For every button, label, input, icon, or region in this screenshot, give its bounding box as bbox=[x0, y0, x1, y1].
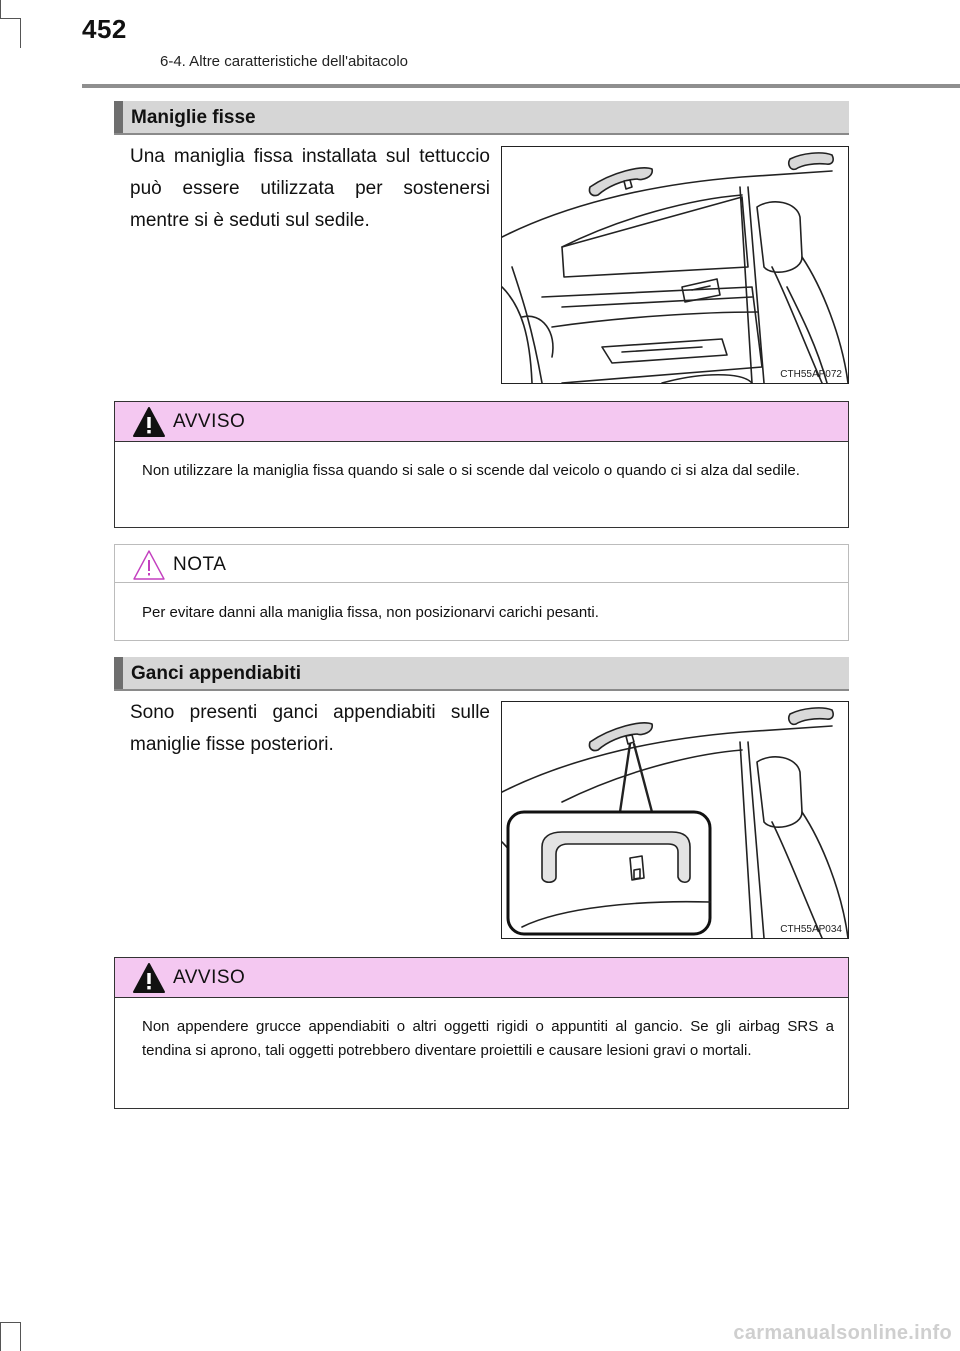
warning-box-1 bbox=[114, 401, 849, 528]
section-heading-bar bbox=[114, 657, 123, 689]
warning-label: AVVISO bbox=[173, 411, 246, 432]
warning-header bbox=[115, 958, 848, 998]
section-heading-maniglie-fisse bbox=[114, 101, 849, 135]
crop-mark bbox=[0, 18, 20, 19]
note-triangle-icon bbox=[132, 549, 166, 581]
section-heading-text: Maniglie fisse bbox=[131, 107, 256, 128]
note-label: NOTA bbox=[173, 554, 227, 575]
warning-header bbox=[115, 402, 848, 442]
crop-mark bbox=[0, 0, 1, 18]
header-rule bbox=[82, 84, 960, 88]
warning-box-2 bbox=[114, 957, 849, 1109]
coat-hook-illustration bbox=[502, 702, 848, 938]
car-interior-illustration bbox=[502, 147, 848, 383]
crop-mark bbox=[0, 1322, 20, 1323]
watermark: carmanualsonline.info bbox=[733, 1322, 952, 1344]
page-number: 452 bbox=[82, 14, 127, 44]
note-header bbox=[115, 545, 848, 583]
note-box bbox=[114, 544, 849, 641]
warning-text: Non appendere grucce appendiabiti o altri oggetti rigidi o appuntiti al gancio. Se gli airbag SRS a tendina si aprono, tali oggetti potrebbero diventare proiettili e causare lesioni gravi o mortali. bbox=[142, 1018, 834, 1059]
crop-mark bbox=[20, 18, 21, 48]
note-text: Per evitare danni alla maniglia fissa, non posizionarvi carichi pesanti. bbox=[142, 604, 599, 621]
warning-triangle-icon bbox=[132, 962, 166, 994]
section2-paragraph: Sono presenti ganci appendiabiti sulle maniglie fisse posteriori. bbox=[130, 702, 490, 755]
chapter-title: 6-4. Altre caratteristiche dell'abitacolo bbox=[160, 53, 408, 70]
crop-mark bbox=[0, 1322, 1, 1351]
warning-triangle-icon bbox=[132, 406, 166, 438]
figure-code: CTH55AP072 bbox=[780, 369, 842, 380]
section-heading-bar bbox=[114, 101, 123, 133]
section-heading-ganci-appendiabiti bbox=[114, 657, 849, 691]
figure-coat-hook bbox=[501, 701, 849, 939]
figure-grab-handle bbox=[501, 146, 849, 384]
section1-paragraph: Una maniglia fissa installata sul tettuccio può essere utilizzata per sostenersi mentre si è seduti sul sedile. bbox=[130, 146, 490, 231]
crop-mark bbox=[20, 1322, 21, 1351]
warning-text: Non utilizzare la maniglia fissa quando si sale o si scende dal veicolo o quando ci si alza dal sedile. bbox=[142, 462, 800, 479]
figure-code: CTH55AP034 bbox=[780, 924, 842, 935]
warning-label: AVVISO bbox=[173, 967, 246, 988]
section-heading-text: Ganci appendiabiti bbox=[131, 663, 301, 684]
